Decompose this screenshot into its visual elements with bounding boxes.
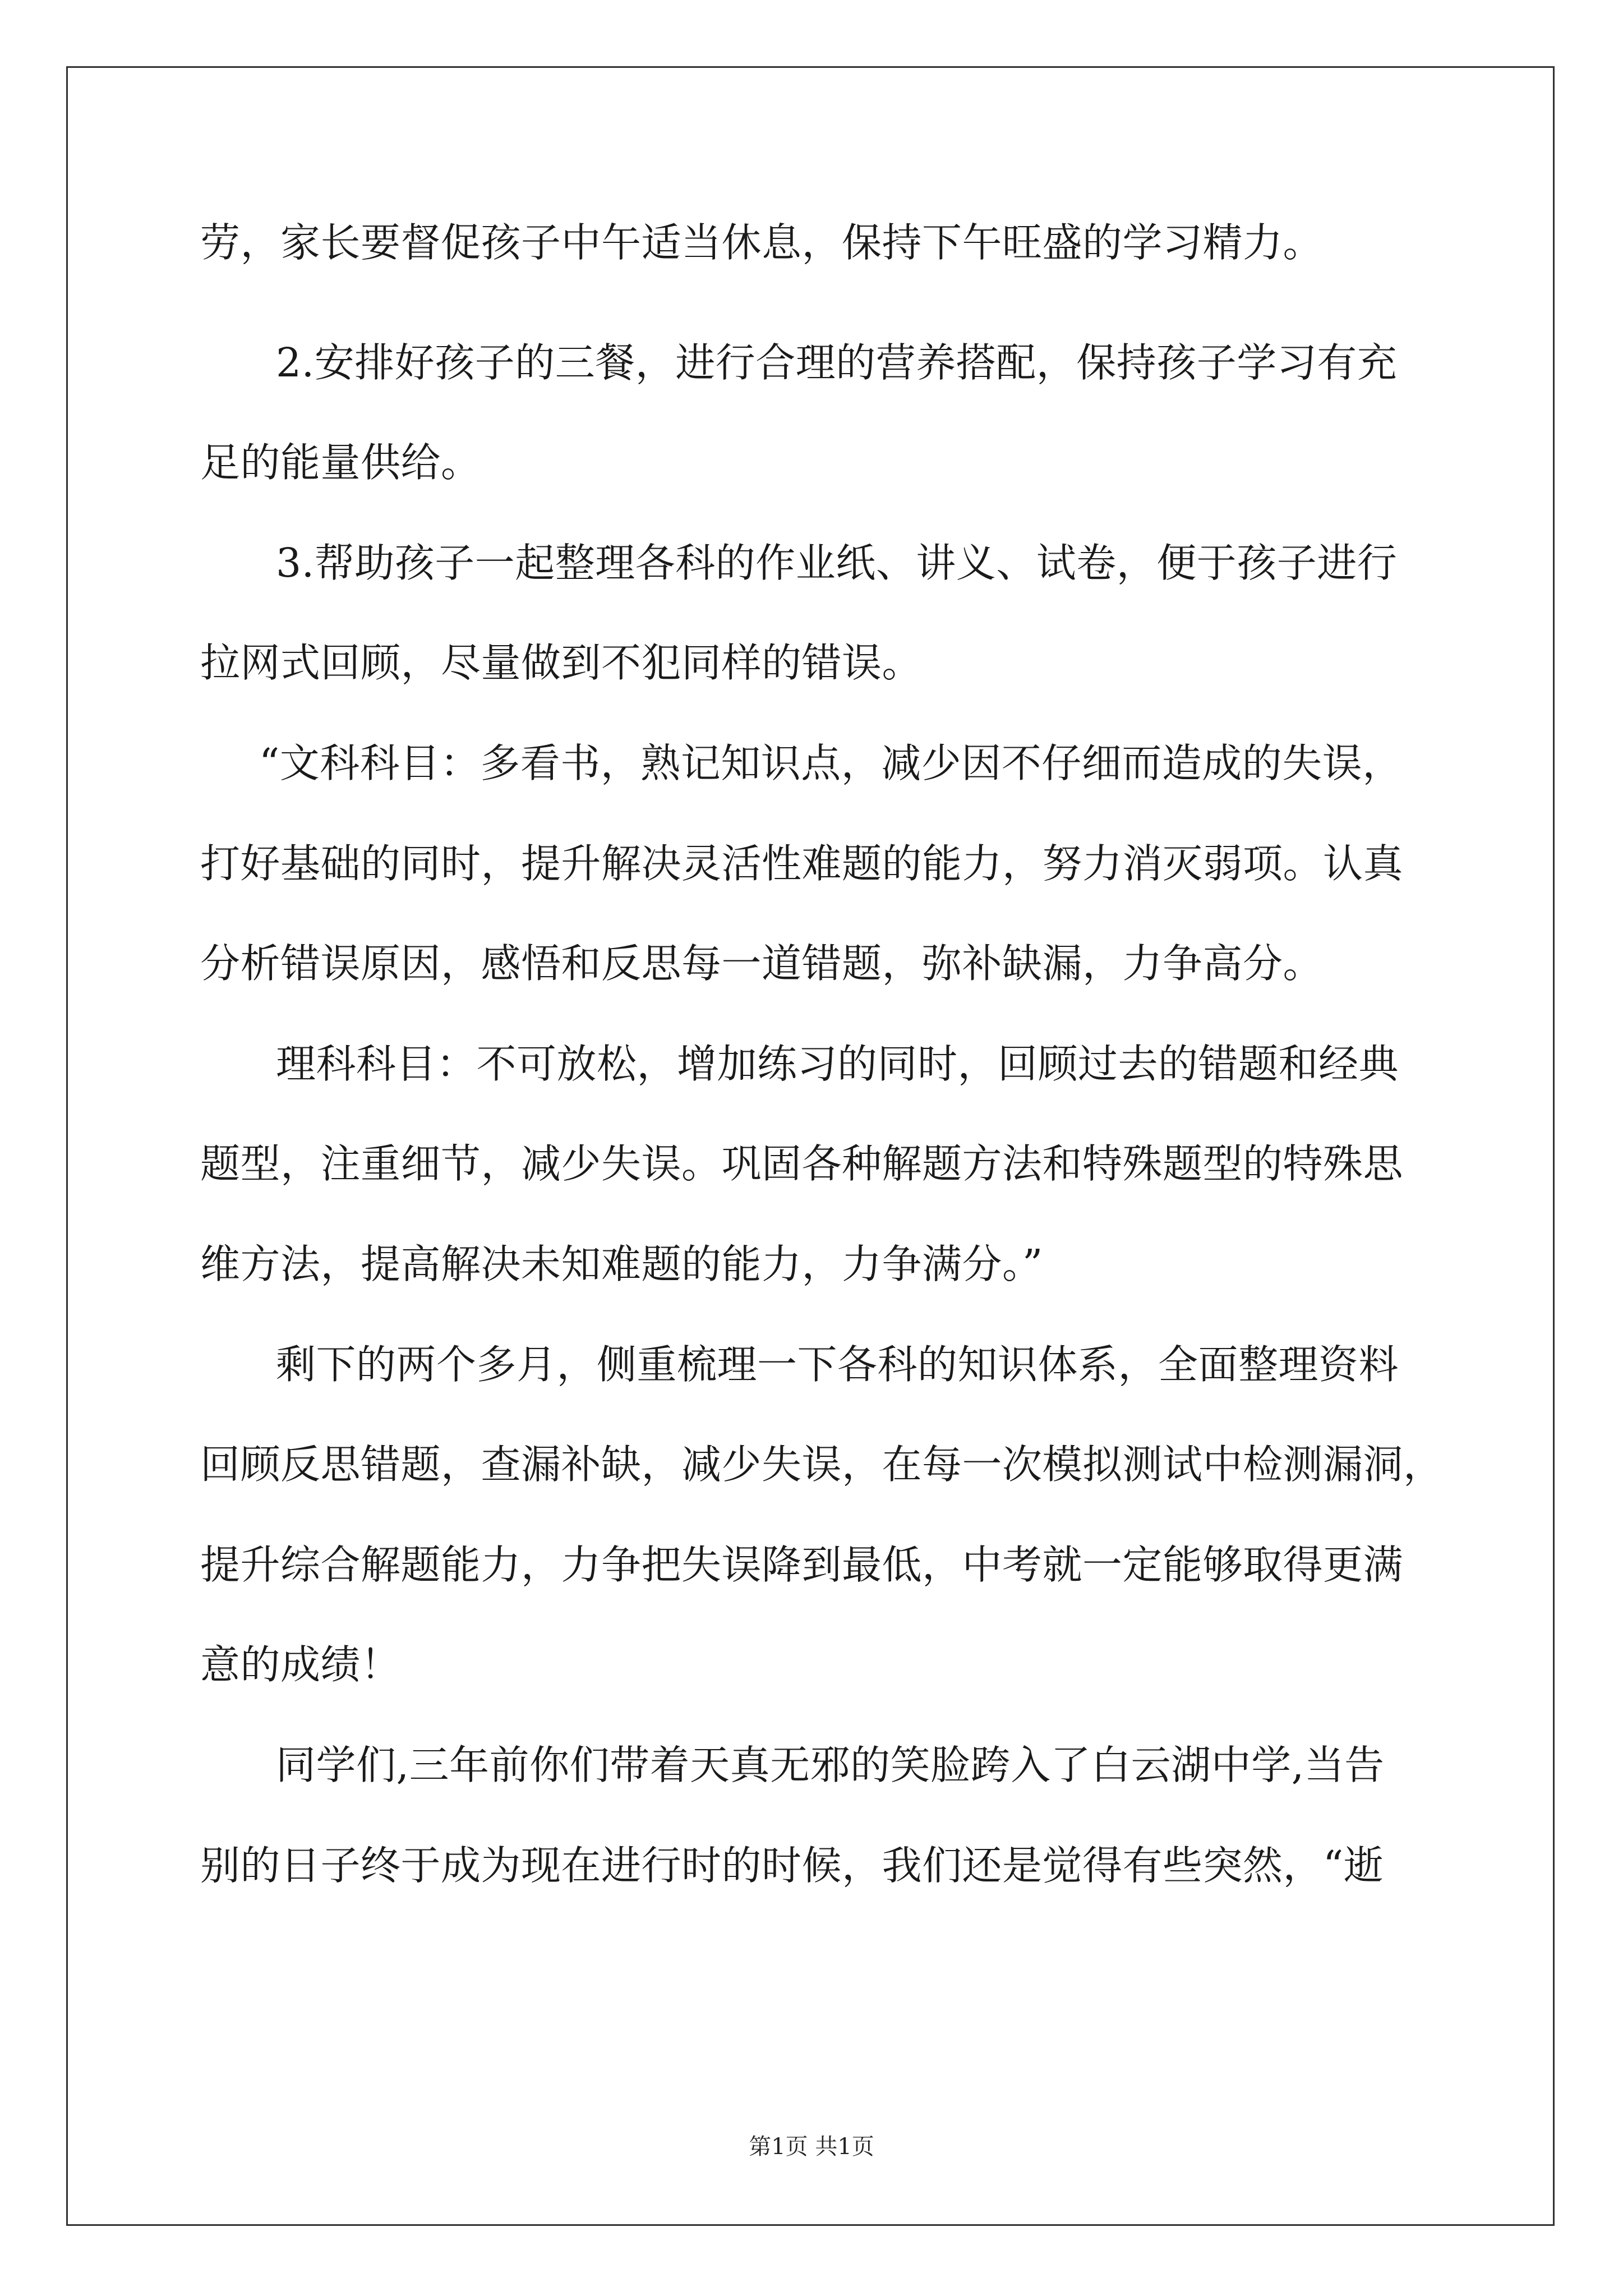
text-line: 同学们,三年前你们带着天真无邪的笑脸跨入了白云湖中学,当告 — [276, 1742, 1385, 1788]
text-line: 3.帮助孩子一起整理各科的作业纸、讲义、试卷，便于孩子进行 — [276, 540, 1398, 586]
text-line: “文科科目：多看书，熟记知识点，减少因不仔细而造成的失误， — [259, 740, 1403, 786]
text-line: 2.安排好孩子的三餐，进行合理的营养搭配，保持孩子学习有充 — [276, 339, 1398, 386]
text-line: 理科科目：不可放松，增加练习的同时，回顾过去的错题和经典 — [276, 1041, 1399, 1087]
text-line: 提升综合解题能力，力争把失误降到最低，中考就一定能够取得更满 — [200, 1542, 1404, 1588]
text-line: 维方法，提高解决未知难题的能力，力争满分。” — [200, 1241, 1043, 1287]
text-line: 拉网式回顾，尽量做到不犯同样的错误。 — [200, 639, 923, 686]
text-line: 回顾反思错题，查漏补缺，减少失误，在每一次模拟测试中检测漏洞， — [200, 1441, 1444, 1488]
text-line: 分析错误原因，感悟和反思每一道错题，弥补缺漏，力争高分。 — [200, 940, 1324, 987]
text-line: 足的能量供给。 — [200, 439, 481, 486]
text-line: 题型，注重细节，减少失误。巩固各种解题方法和特殊题型的特殊思 — [200, 1140, 1404, 1187]
text-line: 打好基础的同时，提升解决灵活性难题的能力，努力消灭弱项。认真 — [200, 840, 1404, 887]
text-line: 别的日子终于成为现在进行时的时候，我们还是觉得有些突然，“逝 — [200, 1842, 1384, 1889]
page-footer: 第1页 共1页 — [749, 2134, 874, 2160]
text-line: 剩下的两个多月，侧重梳理一下各科的知识体系，全面整理资料 — [276, 1341, 1399, 1388]
text-line: 劳，家长要督促孩子中午适当休息，保持下午旺盛的学习精力。 — [200, 219, 1324, 266]
text-line: 意的成绩！ — [200, 1641, 401, 1688]
